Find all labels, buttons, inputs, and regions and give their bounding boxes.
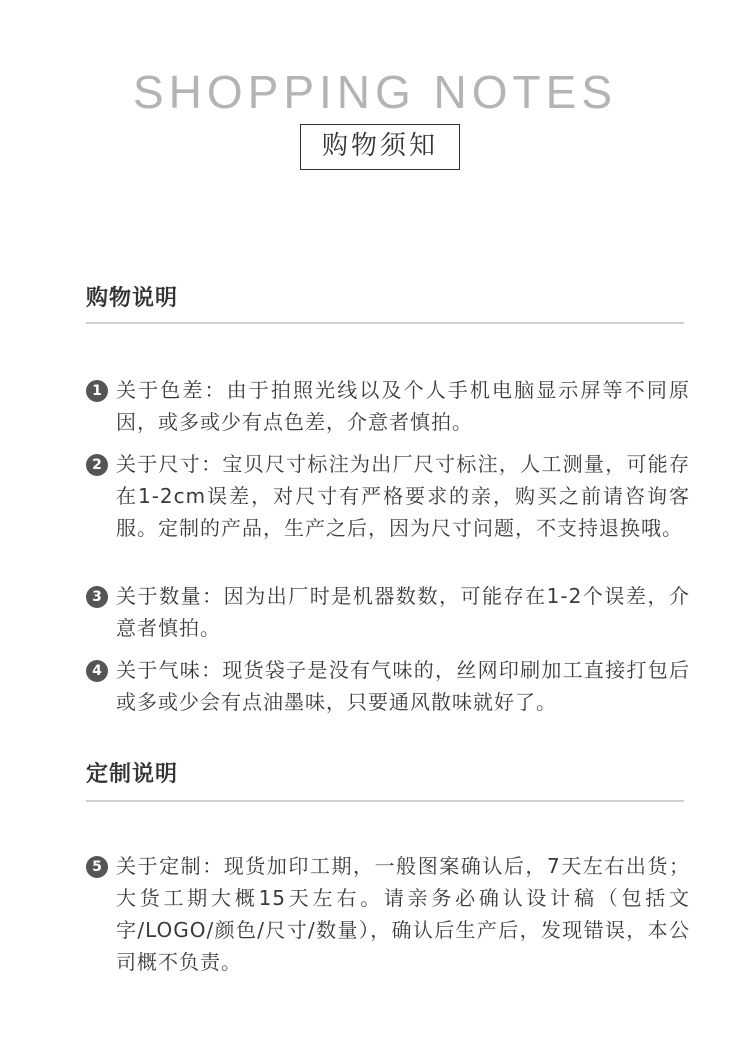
item-label: 关于尺寸： — [116, 452, 223, 476]
item-body: 宝贝尺寸标注为出厂尺寸标注，人工测量，可能存在1-2cm误差，对尺寸有严格要求的亲，购买之前请咨询客服。定制的产品，生产之后，因为尺寸问题，不支持退换哦。 — [116, 452, 691, 540]
list-item-size — [86, 448, 690, 544]
item-text — [116, 850, 690, 978]
item-body: 因为出厂时是机器数数，可能存在1-2个误差，介意者慎拍。 — [116, 584, 691, 640]
number-badge-icon: 3 — [86, 586, 108, 608]
item-text — [116, 448, 690, 544]
list-item-smell — [86, 654, 690, 718]
item-label: 关于定制： — [116, 854, 224, 878]
item-text — [116, 374, 690, 438]
number-badge-icon: 2 — [86, 454, 108, 476]
list-item-custom — [86, 850, 690, 978]
item-body: 现货加印工期，一般图案确认后，7天左右出货；大货工期大概15天左右。请亲务必确认设计稿（包括文字/LOGO/颜色/尺寸/数量），确认后生产后，发现错误，本公司概不负责。 — [116, 854, 690, 974]
list-item-color — [86, 374, 690, 438]
page-title-english: SHOPPING NOTES — [132, 66, 618, 118]
item-body: 现货袋子是没有气味的，丝网印刷加工直接打包后或多或少会有点油墨味，只要通风散味就好了。 — [116, 658, 691, 714]
page-title-chinese-box: 购物须知 — [300, 124, 460, 170]
item-text — [116, 580, 690, 644]
item-label: 关于气味： — [116, 658, 223, 682]
section-divider — [86, 322, 684, 324]
section-title-shopping: 购物说明 — [86, 286, 179, 311]
number-badge-icon: 5 — [86, 856, 108, 878]
section-title-custom: 定制说明 — [86, 762, 179, 787]
list-item-quantity — [86, 580, 690, 644]
item-label: 关于色差： — [116, 378, 227, 402]
number-badge-icon: 4 — [86, 660, 108, 682]
number-badge-icon: 1 — [86, 380, 108, 402]
section-divider — [86, 800, 684, 802]
item-body: 由于拍照光线以及个人手机电脑显示屏等不同原因，或多或少有点色差，介意者慎拍。 — [116, 378, 691, 434]
item-text — [116, 654, 690, 718]
item-label: 关于数量： — [116, 584, 224, 608]
